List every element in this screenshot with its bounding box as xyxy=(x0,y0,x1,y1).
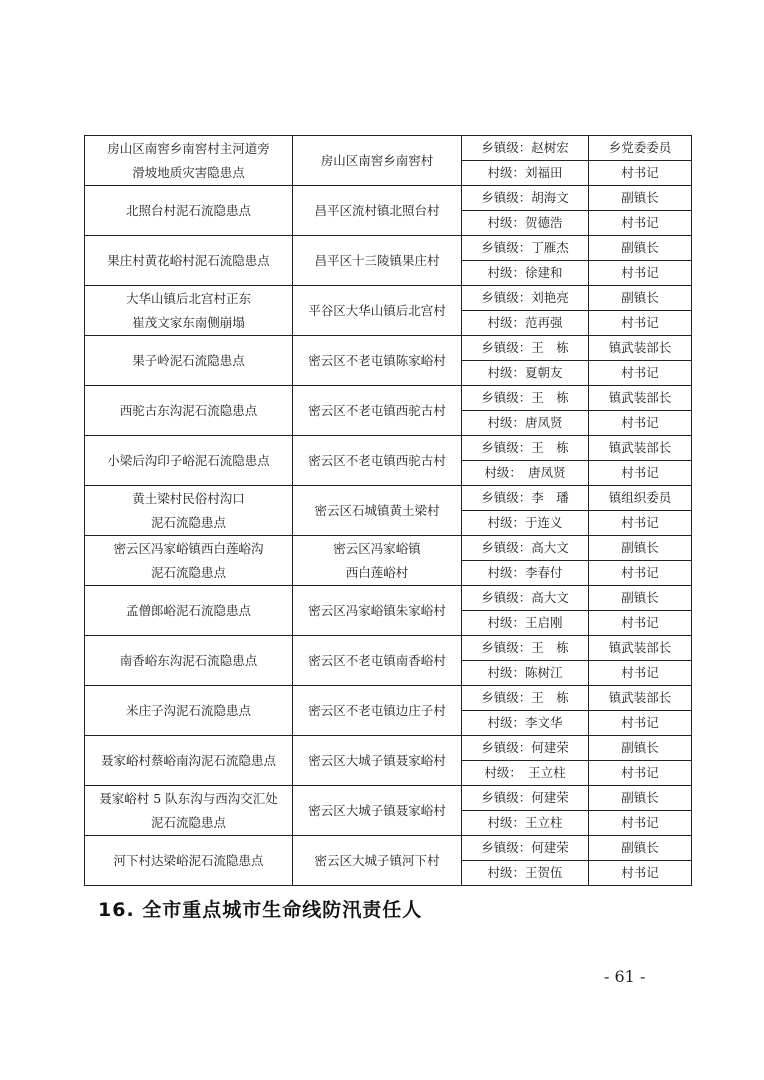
responsibility-table xyxy=(84,135,692,886)
village-title-cell: 村书记 xyxy=(589,411,692,436)
section-heading: 16. 全市重点城市生命线防汛责任人 xyxy=(98,899,423,921)
hazard-location-cell: 房山区南窖乡南窖村主河道旁 滑坡地质灾害隐患点 xyxy=(85,136,293,186)
table-row xyxy=(85,836,692,861)
village-person-cell: 村级：李春付 xyxy=(462,561,589,586)
hazard-location-cell: 西驼古东沟泥石流隐患点 xyxy=(85,386,293,436)
village-title-cell: 村书记 xyxy=(589,711,692,736)
hazard-location-cell: 河下村达梁峪泥石流隐患点 xyxy=(85,836,293,886)
area-cell: 昌平区流村镇北照台村 xyxy=(293,186,462,236)
area-cell: 密云区大城子镇聂家峪村 xyxy=(293,786,462,836)
town-person-cell: 乡镇级：胡海文 xyxy=(462,186,589,211)
village-person-cell: 村级：王立柱 xyxy=(462,811,589,836)
village-title-cell: 村书记 xyxy=(589,611,692,636)
village-title-cell: 村书记 xyxy=(589,161,692,186)
table-row xyxy=(85,686,692,711)
table-row xyxy=(85,636,692,661)
hazard-location-cell: 果子岭泥石流隐患点 xyxy=(85,336,293,386)
town-title-cell: 镇武装部长 xyxy=(589,636,692,661)
town-person-cell: 乡镇级：丁雁杰 xyxy=(462,236,589,261)
village-person-cell: 村级：王贺伍 xyxy=(462,861,589,886)
town-person-cell: 乡镇级：王 栋 xyxy=(462,686,589,711)
town-person-cell: 乡镇级：高大文 xyxy=(462,586,589,611)
table-row xyxy=(85,386,692,411)
village-person-cell: 村级：徐建和 xyxy=(462,261,589,286)
village-title-cell: 村书记 xyxy=(589,461,692,486)
village-person-cell: 村级：陈树江 xyxy=(462,661,589,686)
table-row xyxy=(85,486,692,511)
village-person-cell: 村级： 王立柱 xyxy=(462,761,589,786)
village-person-cell: 村级：李文华 xyxy=(462,711,589,736)
table-body xyxy=(85,136,692,886)
table-row xyxy=(85,786,692,811)
area-cell: 密云区不老屯镇南香峪村 xyxy=(293,636,462,686)
hazard-location-cell: 南香峪东沟泥石流隐患点 xyxy=(85,636,293,686)
table-row xyxy=(85,436,692,461)
town-title-cell: 副镇长 xyxy=(589,186,692,211)
town-title-cell: 副镇长 xyxy=(589,236,692,261)
town-person-cell: 乡镇级：王 栋 xyxy=(462,386,589,411)
town-title-cell: 副镇长 xyxy=(589,536,692,561)
town-title-cell: 镇组织委员 xyxy=(589,486,692,511)
hazard-location-cell: 果庄村黄花峪村泥石流隐患点 xyxy=(85,236,293,286)
area-cell: 密云区冯家峪镇朱家峪村 xyxy=(293,586,462,636)
village-title-cell: 村书记 xyxy=(589,661,692,686)
village-title-cell: 村书记 xyxy=(589,861,692,886)
village-title-cell: 村书记 xyxy=(589,261,692,286)
village-person-cell: 村级： 唐凤贤 xyxy=(462,461,589,486)
town-title-cell: 乡党委委员 xyxy=(589,136,692,161)
town-title-cell: 镇武装部长 xyxy=(589,336,692,361)
town-title-cell: 副镇长 xyxy=(589,736,692,761)
area-cell: 密云区石城镇黄土梁村 xyxy=(293,486,462,536)
town-title-cell: 副镇长 xyxy=(589,286,692,311)
area-cell: 平谷区大华山镇后北宫村 xyxy=(293,286,462,336)
table-row xyxy=(85,336,692,361)
area-cell: 昌平区十三陵镇果庄村 xyxy=(293,236,462,286)
town-person-cell: 乡镇级：何建荣 xyxy=(462,836,589,861)
table-row xyxy=(85,186,692,211)
area-cell: 密云区大城子镇聂家峪村 xyxy=(293,736,462,786)
table-row xyxy=(85,236,692,261)
area-cell: 密云区大城子镇河下村 xyxy=(293,836,462,886)
town-title-cell: 镇武装部长 xyxy=(589,686,692,711)
town-title-cell: 镇武装部长 xyxy=(589,436,692,461)
hazard-location-cell: 聂家峪村 5 队东沟与西沟交汇处 泥石流隐患点 xyxy=(85,786,293,836)
table-row xyxy=(85,286,692,311)
area-cell: 密云区冯家峪镇 西白莲峪村 xyxy=(293,536,462,586)
village-title-cell: 村书记 xyxy=(589,811,692,836)
hazard-location-cell: 北照台村泥石流隐患点 xyxy=(85,186,293,236)
village-person-cell: 村级：王启刚 xyxy=(462,611,589,636)
town-person-cell: 乡镇级：李 璠 xyxy=(462,486,589,511)
town-person-cell: 乡镇级：何建荣 xyxy=(462,736,589,761)
hazard-location-cell: 密云区冯家峪镇西白莲峪沟 泥石流隐患点 xyxy=(85,536,293,586)
table-row xyxy=(85,586,692,611)
town-person-cell: 乡镇级：王 栋 xyxy=(462,636,589,661)
hazard-location-cell: 黄土梁村民俗村沟口 泥石流隐患点 xyxy=(85,486,293,536)
village-person-cell: 村级：范再强 xyxy=(462,311,589,336)
village-person-cell: 村级：刘福田 xyxy=(462,161,589,186)
town-title-cell: 副镇长 xyxy=(589,786,692,811)
area-cell: 密云区不老屯镇西驼古村 xyxy=(293,386,462,436)
table-row xyxy=(85,536,692,561)
village-title-cell: 村书记 xyxy=(589,561,692,586)
town-title-cell: 副镇长 xyxy=(589,836,692,861)
hazard-location-cell: 米庄子沟泥石流隐患点 xyxy=(85,686,293,736)
table-row xyxy=(85,736,692,761)
town-person-cell: 乡镇级：刘艳亮 xyxy=(462,286,589,311)
area-cell: 密云区不老屯镇边庄子村 xyxy=(293,686,462,736)
village-person-cell: 村级：唐凤贤 xyxy=(462,411,589,436)
village-title-cell: 村书记 xyxy=(589,361,692,386)
town-person-cell: 乡镇级：何建荣 xyxy=(462,786,589,811)
town-person-cell: 乡镇级：王 栋 xyxy=(462,436,589,461)
village-title-cell: 村书记 xyxy=(589,311,692,336)
town-person-cell: 乡镇级：高大文 xyxy=(462,536,589,561)
village-title-cell: 村书记 xyxy=(589,511,692,536)
town-title-cell: 副镇长 xyxy=(589,586,692,611)
town-person-cell: 乡镇级：赵树宏 xyxy=(462,136,589,161)
town-person-cell: 乡镇级：王 栋 xyxy=(462,336,589,361)
area-cell: 密云区不老屯镇陈家峪村 xyxy=(293,336,462,386)
hazard-location-cell: 大华山镇后北宫村正东 崔茂文家东南侧崩塌 xyxy=(85,286,293,336)
village-person-cell: 村级：贺德浩 xyxy=(462,211,589,236)
village-title-cell: 村书记 xyxy=(589,211,692,236)
hazard-location-cell: 小梁后沟印子峪泥石流隐患点 xyxy=(85,436,293,486)
town-title-cell: 镇武装部长 xyxy=(589,386,692,411)
area-cell: 密云区不老屯镇西驼古村 xyxy=(293,436,462,486)
hazard-location-cell: 孟僧郎峪泥石流隐患点 xyxy=(85,586,293,636)
village-person-cell: 村级：夏朝友 xyxy=(462,361,589,386)
area-cell: 房山区南窖乡南窖村 xyxy=(293,136,462,186)
village-title-cell: 村书记 xyxy=(589,761,692,786)
table-row xyxy=(85,136,692,161)
page-number: - 61 - xyxy=(604,967,646,986)
village-person-cell: 村级：于连义 xyxy=(462,511,589,536)
hazard-location-cell: 聂家峪村蔡峪南沟泥石流隐患点 xyxy=(85,736,293,786)
